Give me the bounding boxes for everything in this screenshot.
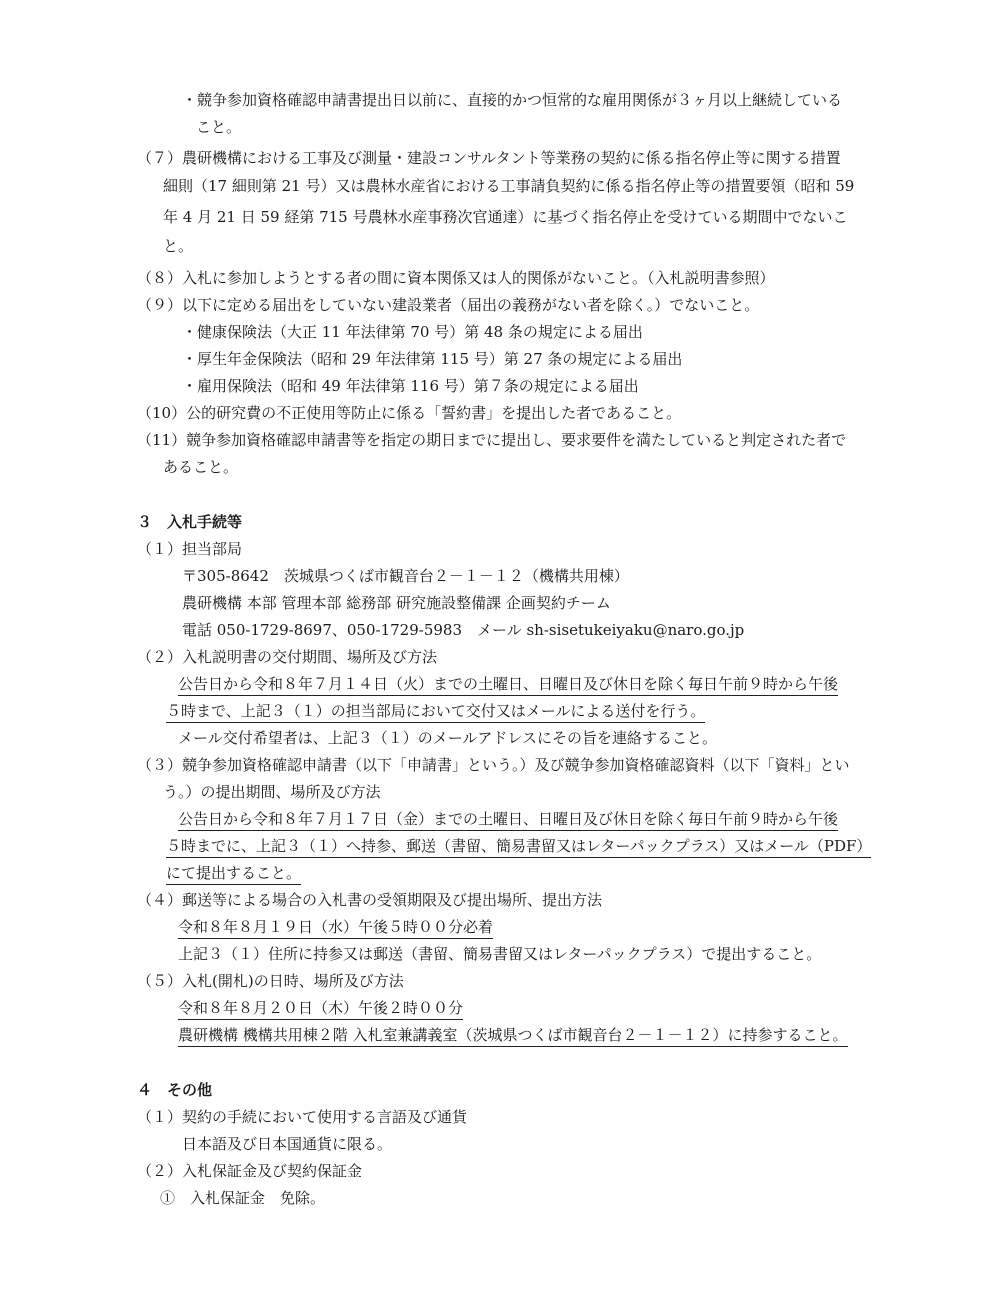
text-line: 農研機構 本部 管理本部 総務部 研究施設整備課 企画契約チーム	[182, 594, 611, 612]
underlined-text-line: 公告日から令和８年７月１７日（金）までの土曜日、日曜日及び休日を除く毎日午前９時から午後	[178, 809, 838, 831]
text-line: （４）郵送等による場合の入札書の受領期限及び提出場所、提出方法	[137, 891, 603, 909]
text-line: 電話 050-1729-8697、050-1729-5983 メール sh-sisetukeiyaku@naro.go.jp	[182, 621, 745, 639]
text-line: 上記３（１）住所に持参又は郵送（書留、簡易書留又はレターパックプラス）で提出すること。	[178, 945, 822, 963]
text-line: メール交付希望者は、上記３（１）のメールアドレスにその旨を連絡すること。	[178, 729, 717, 747]
text-line: （７）農研機構における工事及び測量・建設コンサルタント等業務の契約に係る指名停止等に関する措置	[137, 149, 841, 167]
underlined-text-line: 公告日から令和８年７月１４日（火）までの土曜日、日曜日及び休日を除く毎日午前９時から午後	[178, 674, 838, 696]
underlined-text-line: 農研機構 機構共用棟２階 入札室兼講義室（茨城県つくば市観音台２－１－１２）に持参すること。	[178, 1025, 848, 1047]
underlined-text-line: ５時までに、上記３（１）へ持参、郵送（書留、簡易書留又はレターパックプラス）又はメール（PDF）	[166, 836, 871, 858]
text-line: （２）入札保証金及び契約保証金	[137, 1162, 363, 1180]
text-line: （３）競争参加資格確認申請書（以下「申請書」という。）及び競争参加資格確認資料（以下「資料」とい	[137, 756, 850, 774]
section-heading: ４ その他	[137, 1081, 213, 1099]
text-line: 細則（17 細則第 21 号）又は農林水産省における工事請負契約に係る指名停止等の措置要領（昭和 59	[163, 177, 855, 195]
text-line: ・雇用保険法（昭和 49 年法律第 116 号）第７条の規定による届出	[182, 377, 639, 395]
underlined-text-line: にて提出すること。	[166, 863, 301, 885]
text-line: （11）競争参加資格確認申請書等を指定の期日までに提出し、要求要件を満たしていると判定された者で	[137, 431, 847, 449]
text-line: （８）入札に参加しようとする者の間に資本関係又は人的関係がないこと。（入札説明書参照）	[137, 269, 775, 287]
section-heading: ３ 入札手続等	[137, 513, 243, 531]
text-line: 年 4 月 21 日 59 経第 715 号農林水産事務次官通達）に基づく指名停止を受けている期間中でないこ	[163, 208, 848, 226]
underlined-text-line: 令和８年８月１９日（水）午後５時００分必着	[178, 917, 493, 939]
text-line: （２）入札説明書の交付期間、場所及び方法	[137, 648, 438, 666]
text-line: （１）契約の手続において使用する言語及び通貨	[137, 1108, 468, 1126]
text-line: （10）公的研究費の不正使用等防止に係る「誓約書」を提出した者であること。	[137, 404, 682, 422]
text-line: あること。	[163, 458, 239, 476]
text-line: う。）の提出期間、場所及び方法	[163, 783, 381, 801]
text-line: ・厚生年金保険法（昭和 29 年法律第 115 号）第 27 条の規定による届出	[182, 350, 683, 368]
text-line: ① 入札保証金 免除。	[160, 1189, 326, 1207]
text-line: （１）担当部局	[137, 540, 243, 558]
text-line: 〒305-8642 茨城県つくば市観音台２－１－１２（機構共用棟）	[182, 567, 629, 585]
underlined-text-line: 令和８年８月２０日（木）午後２時００分	[178, 998, 463, 1020]
text-line: （５）入札(開札)の日時、場所及び方法	[137, 972, 404, 990]
text-line: 日本語及び日本国通貨に限る。	[182, 1135, 393, 1153]
underlined-text-line: ５時まで、上記３（１）の担当部局において交付又はメールによる送付を行う。	[166, 701, 705, 723]
text-line: （９）以下に定める届出をしていない建設業者（届出の義務がない者を除く。）でないこと。	[137, 296, 760, 314]
text-line: ・競争参加資格確認申請書提出日以前に、直接的かつ恒常的な雇用関係が３ヶ月以上継続している	[182, 91, 843, 109]
text-line: と。	[163, 237, 194, 255]
text-line: こと。	[196, 118, 242, 136]
text-line: ・健康保険法（大正 11 年法律第 70 号）第 48 条の規定による届出	[182, 323, 643, 341]
